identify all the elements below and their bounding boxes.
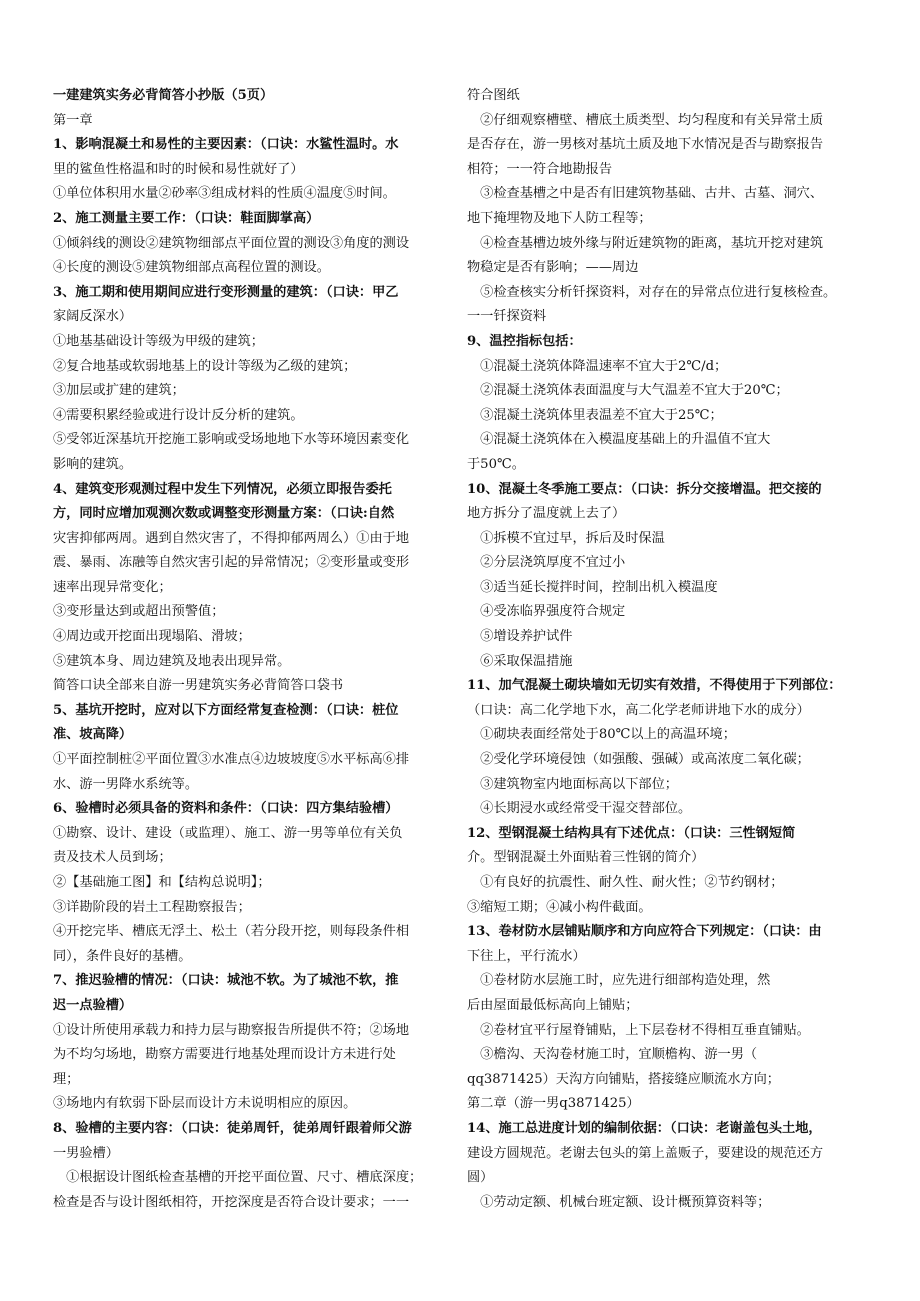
text-line: 1、影响混凝土和易性的主要因素：（口诀：水鲨性温时。水 <box>53 137 399 153</box>
text-line: 圆） <box>467 1170 494 1186</box>
text-line: 迟一点验槽） <box>53 997 133 1013</box>
text-line: 为不均匀场地，勘察方需要进行地基处理而设计方未进行处 <box>53 1047 396 1063</box>
text-line: ④长度的测设⑤建筑物细部点高程位置的测设。 <box>53 260 330 276</box>
text-line: ②仔细观察槽壁、槽底土质类型、均匀程度和有关异常土质 <box>467 112 824 128</box>
text-line: 一男验槽） <box>53 1145 119 1161</box>
text-line: 符合图纸 <box>467 88 520 103</box>
left-column <box>53 84 453 1215</box>
text-line: ①单位体积用水量②砂率③组成材料的性质④温度⑤时间。 <box>53 186 396 202</box>
text-line: ②卷材宜平行屋脊铺贴，上下层卷材不得相互垂直铺贴。 <box>467 1022 810 1038</box>
text-line: ⑤受邻近深基坑开挖施工影响或受场地地下水等环境因素变化 <box>53 432 410 448</box>
text-line: 5、基坑开挖时，应对以下方面经常复查检测：（口诀：桩位 <box>53 702 399 718</box>
text-line: 2、施工测量主要工作：（口诀：鞋面脚掌高） <box>53 210 320 226</box>
text-line: ①卷材防水层施工时，应先进行细部构造处理，然 <box>467 973 771 989</box>
text-line: ③变形量达到或超出预警值； <box>53 604 225 620</box>
text-line: 13、卷材防水层铺贴顺序和方向应符合下列规定：（口诀：由 <box>467 924 822 940</box>
text-line: ④长期浸水或经常受干湿交替部位。 <box>467 801 692 817</box>
text-line: 物稳定是否有影响；——周边 <box>467 260 639 276</box>
text-line: 理； <box>53 1071 80 1087</box>
text-line: 简答口诀全部来自游一男建筑实务必背简答口袋书 <box>53 678 344 694</box>
text-line: 责及技术人员到场； <box>53 850 172 866</box>
text-line: 影响的建筑。 <box>53 456 133 472</box>
text-line: 一一钎探资料 <box>467 309 547 325</box>
text-line: 3、施工期和使用期间应进行变形测量的建筑：（口诀：甲乙 <box>53 284 399 300</box>
text-line: ①设计所使用承载力和持力层与勘察报告所提供不符；②场地 <box>53 1022 410 1038</box>
text-line: qq3871425）天沟方向铺贴，搭接缝应顺流水方向； <box>467 1071 780 1087</box>
text-line: ④开挖完毕、槽底无浮土、松土（若分段开挖，则每段条件相 <box>53 924 410 940</box>
text-line: 第二章（游一男q3871425） <box>467 1096 640 1112</box>
text-line: ③檐沟、天沟卷材施工时，宜顺檐构、游一男（ <box>467 1047 758 1063</box>
text-line: 14、施工总进度计划的编制依据：（口诀：老谢盖包头土地， <box>467 1120 822 1136</box>
text-line: 地方拆分了温度就上去了） <box>467 506 626 522</box>
text-line: 8、验槽的主要内容：（口诀：徒弟周钎，徒弟周钎跟着师父游 <box>53 1120 412 1136</box>
text-line: 相符；一一符合地勘报告 <box>467 161 613 177</box>
text-line: ④受冻临界强度符合规定 <box>467 604 626 620</box>
text-line: ③缩短工期；④减小构件截面。 <box>467 899 652 915</box>
text-line: ③场地内有软弱下卧层而设计方未说明相应的原因。 <box>53 1096 357 1112</box>
text-line: ④检查基槽边坡外缘与附近建筑物的距离，基坑开挖对建筑 <box>467 235 824 251</box>
text-line: 12、型钢混凝土结构具有下述优点：（口诀：三性钢短简 <box>467 825 796 841</box>
text-line: 灾害抑郁两周。遇到自然灾害了，不得抑郁两周么）①由于地 <box>53 530 410 546</box>
text-line: 于50℃。 <box>467 456 525 472</box>
text-line: ⑤检查核实分析钎探资料，对存在的异常点位进行复核检查。 <box>467 284 837 300</box>
text-line: 第一章 <box>53 112 93 128</box>
text-line: 地下掩埋物及地下人防工程等； <box>467 210 652 226</box>
text-line: ④混凝土浇筑体在入模温度基础上的升温值不宜大 <box>467 432 771 448</box>
text-line: 下往上，平行流水） <box>467 948 586 964</box>
text-line: 是否存在，游一男核对基坑土质及地下水情况是否与勘察报告 <box>467 137 824 153</box>
text-line: ①平面控制桩②平面位置③水准点④边坡坡度⑤水平标高⑥排 <box>53 752 410 768</box>
text-line: 速率出现异常变化； <box>53 579 172 595</box>
text-line: 里的鲨鱼性格温和时的时候和易性就好了） <box>53 161 304 177</box>
text-line: ①根据设计图纸检查基槽的开挖平面位置、尺寸、槽底深度； <box>53 1170 423 1186</box>
text-line: ①有良好的抗震性、耐久性、耐火性；②节约钢材； <box>467 875 784 890</box>
text-line: ②受化学环境侵蚀（如强酸、强碱）或高浓度二氧化碳； <box>467 752 810 768</box>
text-line: ⑥采取保温措施 <box>467 653 573 669</box>
text-line: ⑤增设养护试件 <box>467 629 573 645</box>
text-line: 介。型钢混凝土外面贴着三性钢的简介） <box>467 850 705 866</box>
text-line: ①劳动定额、机械台班定额、设计概预算资料等； <box>467 1194 771 1210</box>
text-line: 方，同时应增加观测次数或调整变形测量方案：（口诀:自然 <box>53 506 395 522</box>
text-line: ③详勘阶段的岩土工程勘察报告； <box>53 899 251 915</box>
text-line: ②分层浇筑厚度不宜过小 <box>467 555 626 571</box>
text-line: ⑤建筑本身、周边建筑及地表出现异常。 <box>53 653 291 669</box>
text-line: 11、加气混凝土砌块墙如无切实有效措，不得使用于下列部位： <box>467 678 842 694</box>
text-line: ②复合地基或软弱地基上的设计等级为乙级的建筑； <box>53 358 357 374</box>
text-line: 准、坡高降） <box>53 727 133 743</box>
right-column <box>467 84 879 1215</box>
text-line: 6、验槽时必须具备的资料和条件：（口诀：四方集结验槽） <box>53 801 399 817</box>
text-line: 9、温控指标包括： <box>467 333 582 349</box>
text-line: ①砌块表面经常处于80℃以上的高温环境； <box>467 727 736 743</box>
text-line: 10、混凝土冬季施工要点：（口诀：拆分交接增温。把交接的 <box>467 481 822 497</box>
text-line: 建设方圆规范。老谢去包头的第上盖贩子，要建设的规范还方 <box>467 1145 824 1161</box>
text-line: ①混凝土浇筑体降温速率不宜大于2℃/d； <box>467 358 728 374</box>
text-line: ②【基础施工图】和【结构总说明】； <box>53 875 271 890</box>
text-line: ①倾斜线的测设②建筑物细部点平面位置的测设③角度的测设 <box>53 235 410 251</box>
text-line: 一建建筑实务必背简答小抄版（5页） <box>53 88 274 103</box>
text-line: （口诀：高二化学地下水，高二化学老师讲地下水的成分） <box>467 702 810 718</box>
text-line: 震、暴雨、冻融等自然灾害引起的异常情况；②变形量或变形 <box>53 555 410 571</box>
text-line: 同），条件良好的基槽。 <box>53 948 192 964</box>
text-line: ④周边或开挖面出现塌陷、滑坡； <box>53 629 251 645</box>
text-line: 后由屋面最低标高向上铺贴； <box>467 997 639 1013</box>
text-line: ③建筑物室内地面标高以下部位； <box>467 776 678 792</box>
text-line: 家阔反深水） <box>53 309 133 325</box>
text-line: ③混凝土浇筑体里表温差不宜大于25℃； <box>467 407 723 423</box>
text-line: ④需要积累经验或进行设计反分析的建筑。 <box>53 407 304 423</box>
text-line: ①地基基础设计等级为甲级的建筑； <box>53 333 264 349</box>
text-line: ①拆模不宜过早，拆后及时保温 <box>467 530 665 546</box>
text-line: 水、游一男降水系统等。 <box>53 776 199 792</box>
text-line: ③加层或扩建的建筑； <box>53 383 185 399</box>
text-line: ③适当延长搅拌时间，控制出机入模温度 <box>467 579 718 595</box>
text-line: 7、推迟验槽的情况：（口诀：城池不软。为了城池不软，推 <box>53 973 399 989</box>
text-line: ①勘察、设计、建设（或监理）、施工、游一男等单位有关负 <box>53 825 403 841</box>
text-line: ②混凝土浇筑体表面温度与大气温差不宜大于20℃； <box>467 383 789 399</box>
text-line: ③检查基槽之中是否有旧建筑物基础、古井、古墓、洞穴、 <box>467 186 824 202</box>
text-line: 4、建筑变形观测过程中发生下列情况，必须立即报告委托 <box>53 481 392 497</box>
text-line: 检查是否与设计图纸相符，开挖深度是否符合设计要求；一一 <box>53 1194 410 1210</box>
